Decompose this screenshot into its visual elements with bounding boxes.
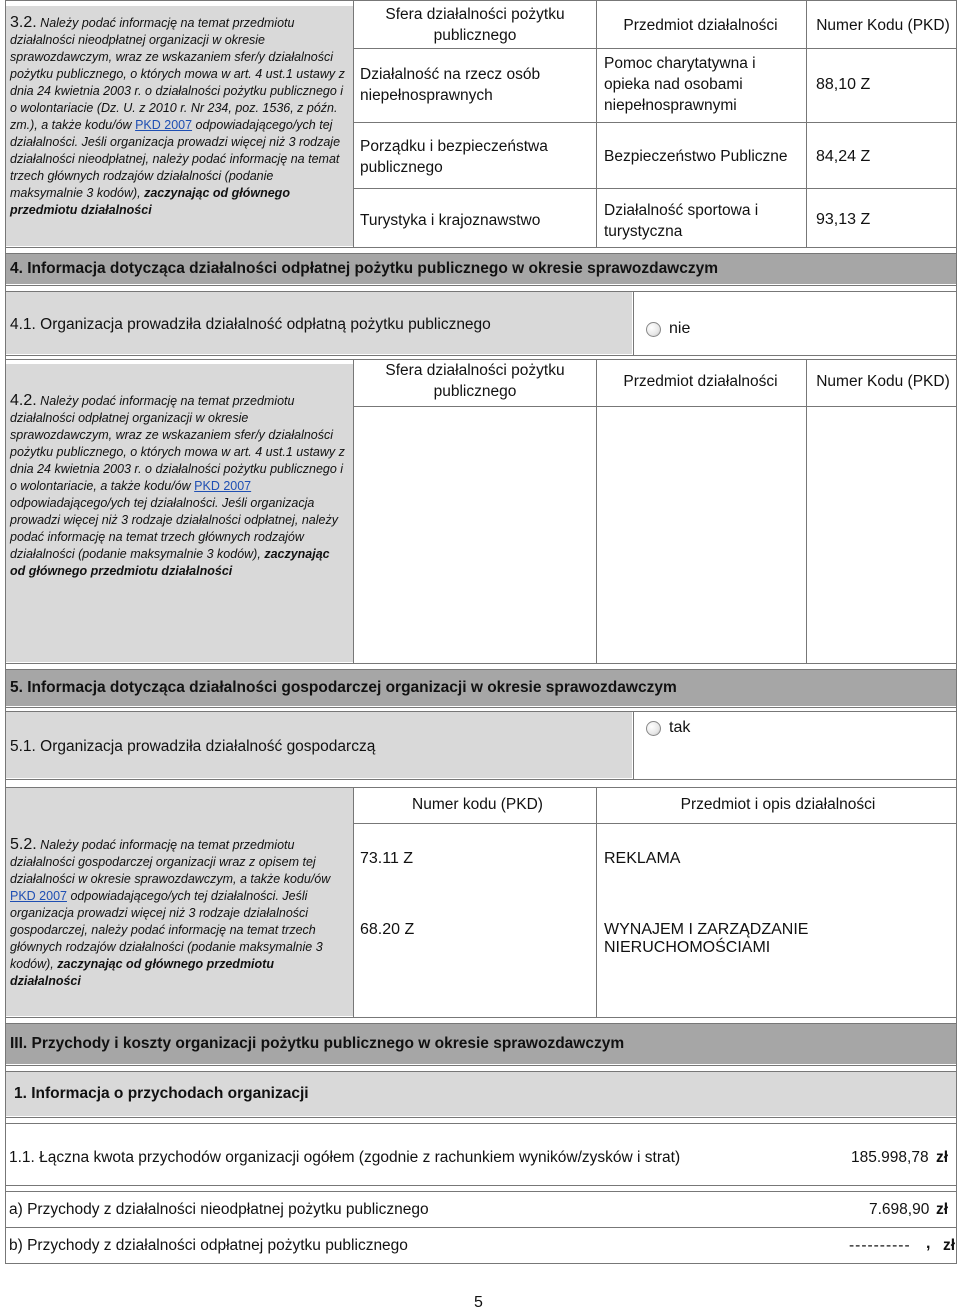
s32-description-cell — [6, 6, 353, 246]
s32-row1-kod: 88,10 Z — [816, 76, 871, 93]
pkd-2007-link[interactable]: PKD 2007 — [194, 479, 252, 493]
grid-line — [5, 1185, 957, 1186]
s51-question: 5.1. Organizacja prowadziła działalność gospodarczą — [10, 738, 376, 755]
s42-header-przedmiot: Przedmiot działalności — [623, 373, 778, 390]
s32-row2-sfera: Porządku i bezpieczeństwa publicznego — [360, 138, 548, 176]
s3-row11 — [6, 1124, 956, 1184]
grid-line — [596, 0, 597, 247]
s32-row2-kod: 84,24 Z — [816, 148, 871, 165]
grid-line — [596, 787, 597, 1017]
s42-description-cell — [6, 364, 353, 662]
s51-answer-label: tak — [669, 719, 691, 736]
s32-desc-b: odpowiadającego/ych tej działalności. Jeśli organizacja prowadzi więcej niż 3 rodzaje działalności nieodpłatnej, należy podać informację na temat trzech głównych rodzajów działalności (podanie maksymalnie 3 kodów), — [10, 118, 341, 200]
grid-line — [5, 285, 957, 286]
grid-line — [5, 707, 957, 708]
s3-sub1: 1. Informacja o przychodach organizacji — [14, 1085, 309, 1102]
grid-line — [806, 0, 807, 247]
s42-number: 4.2. — [10, 392, 37, 409]
grid-line — [5, 663, 957, 664]
s32-number: 3.2. — [10, 14, 37, 31]
s52-number: 5.2. — [10, 836, 37, 853]
grid-line — [353, 188, 956, 189]
s52-desc-bold: zaczynając od głównego przedmiotu działalności — [10, 957, 274, 988]
s3-title-bar — [6, 1024, 956, 1064]
grid-line — [5, 291, 957, 292]
grid-line — [5, 711, 957, 712]
s51-question-cell — [6, 712, 632, 778]
s4-title: 4. Informacja dotycząca działalności odpłatnej pożytku publicznego w okresie sprawozdawczym — [10, 260, 719, 277]
s3-sub1-bar — [6, 1072, 956, 1116]
grid-line — [806, 359, 807, 663]
grid-line — [353, 359, 354, 663]
grid-line — [353, 823, 956, 824]
s3-rowa-currency: zł — [936, 1201, 949, 1218]
s52-header-opis: Przedmiot i opis działalności — [680, 796, 876, 813]
grid-line — [5, 787, 957, 788]
s32-header-przedmiot: Przedmiot działalności — [623, 17, 778, 34]
grid-line — [5, 253, 957, 254]
s32-row3-kod: 93,13 Z — [816, 211, 871, 228]
s3-row11-label: 1.1. Łączna kwota przychodów organizacji ogółem (zgodnie z rachunkiem wyników/zysków i strat) — [9, 1149, 681, 1166]
s32-header-sfera: Sfera działalności pożytku publicznego — [385, 6, 565, 44]
s42-desc-a: Należy podać informację na temat przedmiotu działalności odpłatnej organizacji w okresie sprawozdawczym, wraz ze wskazaniem sfer/y działalności pożytku publicznego, o których mowa w art. 4 ust.1 ustawy z dnia 24 kwietnia 2003 r. o działalności pożytku publicznego i o wolontariacie, a także kodu/ów — [10, 394, 345, 493]
page-number: 5 — [474, 1294, 483, 1311]
s52-description-cell — [6, 788, 353, 1016]
s42-desc-bold2: głównego przedmiotu działalności — [28, 564, 233, 578]
grid-line — [5, 1123, 957, 1124]
grid-line — [5, 359, 957, 360]
grid-line — [353, 406, 956, 407]
s4-title-bar — [6, 254, 956, 284]
grid-line — [633, 711, 634, 779]
pkd-2007-link[interactable]: PKD 2007 — [135, 118, 193, 132]
s3-row11-currency: zł — [936, 1149, 949, 1166]
s52-row1-kod: 73.11 Z — [360, 850, 414, 867]
grid-line — [5, 1065, 957, 1066]
s3-row11-value: 185.998,78 — [851, 1149, 929, 1166]
s32-row2-przedmiot: Bezpieczeństwo Publiczne — [604, 148, 788, 165]
s42-header-sfera: Sfera działalności pożytku publicznego — [385, 362, 565, 400]
s52-row2-kod: 68.20 Z — [360, 921, 415, 938]
s52-desc-b: odpowiadającego/ych tej działalności. Jeśli organizacja prowadzi więcej niż 3 rodzaje działalności gospodarczej, należy podać informację na temat trzech głównych rodzajów działalności (podanie maksymalnie 3 kodów), — [10, 889, 323, 971]
grid-line — [353, 48, 956, 49]
s41-answer[interactable] — [646, 320, 690, 338]
grid-line — [5, 669, 957, 670]
grid-line — [5, 355, 957, 356]
grid-line — [5, 1017, 957, 1018]
s42-desc-b: odpowiadającego/ych tej działalności. Jeśli organizacja prowadzi więcej niż 3 rodzaje działalności odpłatnej, należy podać informację na temat trzech głównych rodzajów działalności (podanie maksymalnie 3 kodów), — [10, 496, 338, 561]
s3-rowb-label: b) Przychody z działalności odpłatnej pożytku publicznego — [9, 1237, 408, 1254]
grid-line — [353, 0, 354, 247]
grid-line — [5, 0, 6, 1264]
s3-row-b — [6, 1228, 956, 1262]
s3-row-a — [6, 1192, 956, 1226]
grid-line — [353, 787, 354, 1017]
s3-rowb-currency: zł — [943, 1237, 956, 1254]
grid-line — [5, 0, 957, 1]
s3-title: III. Przychody i koszty organizacji pożytku publicznego w okresie sprawozdawczym — [10, 1035, 625, 1052]
s5-title: 5. Informacja dotycząca działalności gospodarczej organizacji w okresie sprawozdawczym — [10, 679, 677, 696]
s42-header-kod: Numer Kodu (PKD) — [816, 373, 950, 390]
grid-line — [5, 1227, 957, 1228]
grid-line — [5, 779, 957, 780]
s32-desc-bold: zaczynając od głównego przedmiotu działalności — [10, 186, 290, 217]
s32-row3-przedmiot: Działalność sportowa i turystyczna — [604, 202, 759, 240]
grid-line — [5, 1117, 957, 1118]
grid-line — [5, 1023, 957, 1024]
s3-rowa-value: 7.698,90 — [869, 1201, 930, 1218]
grid-line — [5, 247, 957, 248]
grid-line — [633, 291, 634, 355]
pkd-2007-link[interactable]: PKD 2007 — [10, 889, 67, 903]
grid-line — [5, 1071, 957, 1072]
s32-desc-a: Należy podać informację na temat przedmiotu działalności nieodpłatnej organizacji w okresie sprawozdawczym, wraz ze wskazaniem sfer/y działalności pożytku publicznego, o których mowa w art. 4 ust.1 ustawy z dnia 24 kwietnia 2003 r. o działalności pożytku publicznego i o wolontariacie (Dz. U. z 2010 r. Nr 234, poz. 1536, z późn. zm.), a także kodu/ów — [10, 16, 345, 132]
radio-icon[interactable] — [646, 721, 661, 736]
s52-row2-opis: WYNAJEM I ZARZĄDZANIE NIERUCHOMOŚCIAMI — [604, 921, 809, 956]
grid-line — [956, 0, 957, 1264]
s3-rowb-value: ---------- — [849, 1237, 911, 1254]
grid-line — [353, 122, 956, 123]
s5-title-bar — [6, 670, 956, 706]
s52-header-kod: Numer kodu (PKD) — [412, 796, 543, 813]
s42-desc-bold1: zaczynając od — [10, 547, 330, 578]
s32-row3-sfera: Turystyka i krajoznawstwo — [360, 212, 541, 229]
s41-answer-label: nie — [669, 320, 691, 337]
s41-question-cell — [6, 292, 632, 354]
radio-icon[interactable] — [646, 322, 661, 337]
grid-line — [5, 1191, 957, 1192]
s32-row1-przedmiot: Pomoc charytatywna i opieka nad osobami niepełnosprawnymi — [604, 55, 756, 114]
s3-rowa-label: a) Przychody z działalności nieodpłatnej pożytku publicznego — [9, 1201, 429, 1218]
s32-row1-sfera: Działalność na rzecz osób niepełnosprawnych — [360, 66, 541, 104]
s41-question: 4.1. Organizacja prowadziła działalność odpłatną pożytku publicznego — [10, 316, 491, 333]
s32-header-kod: Numer Kodu (PKD) — [816, 17, 950, 34]
s52-row1-opis: REKLAMA — [604, 850, 681, 867]
s52-desc-a: Należy podać informację na temat przedmiotu działalności gospodarczej organizacji wraz z opisem tej działalności w okresie sprawozdawczym, a także kodu/ów — [10, 838, 331, 886]
grid-line — [5, 1263, 957, 1264]
s3-rowb-comma: , — [926, 1235, 931, 1252]
s51-answer[interactable] — [646, 719, 690, 737]
grid-line — [596, 359, 597, 663]
